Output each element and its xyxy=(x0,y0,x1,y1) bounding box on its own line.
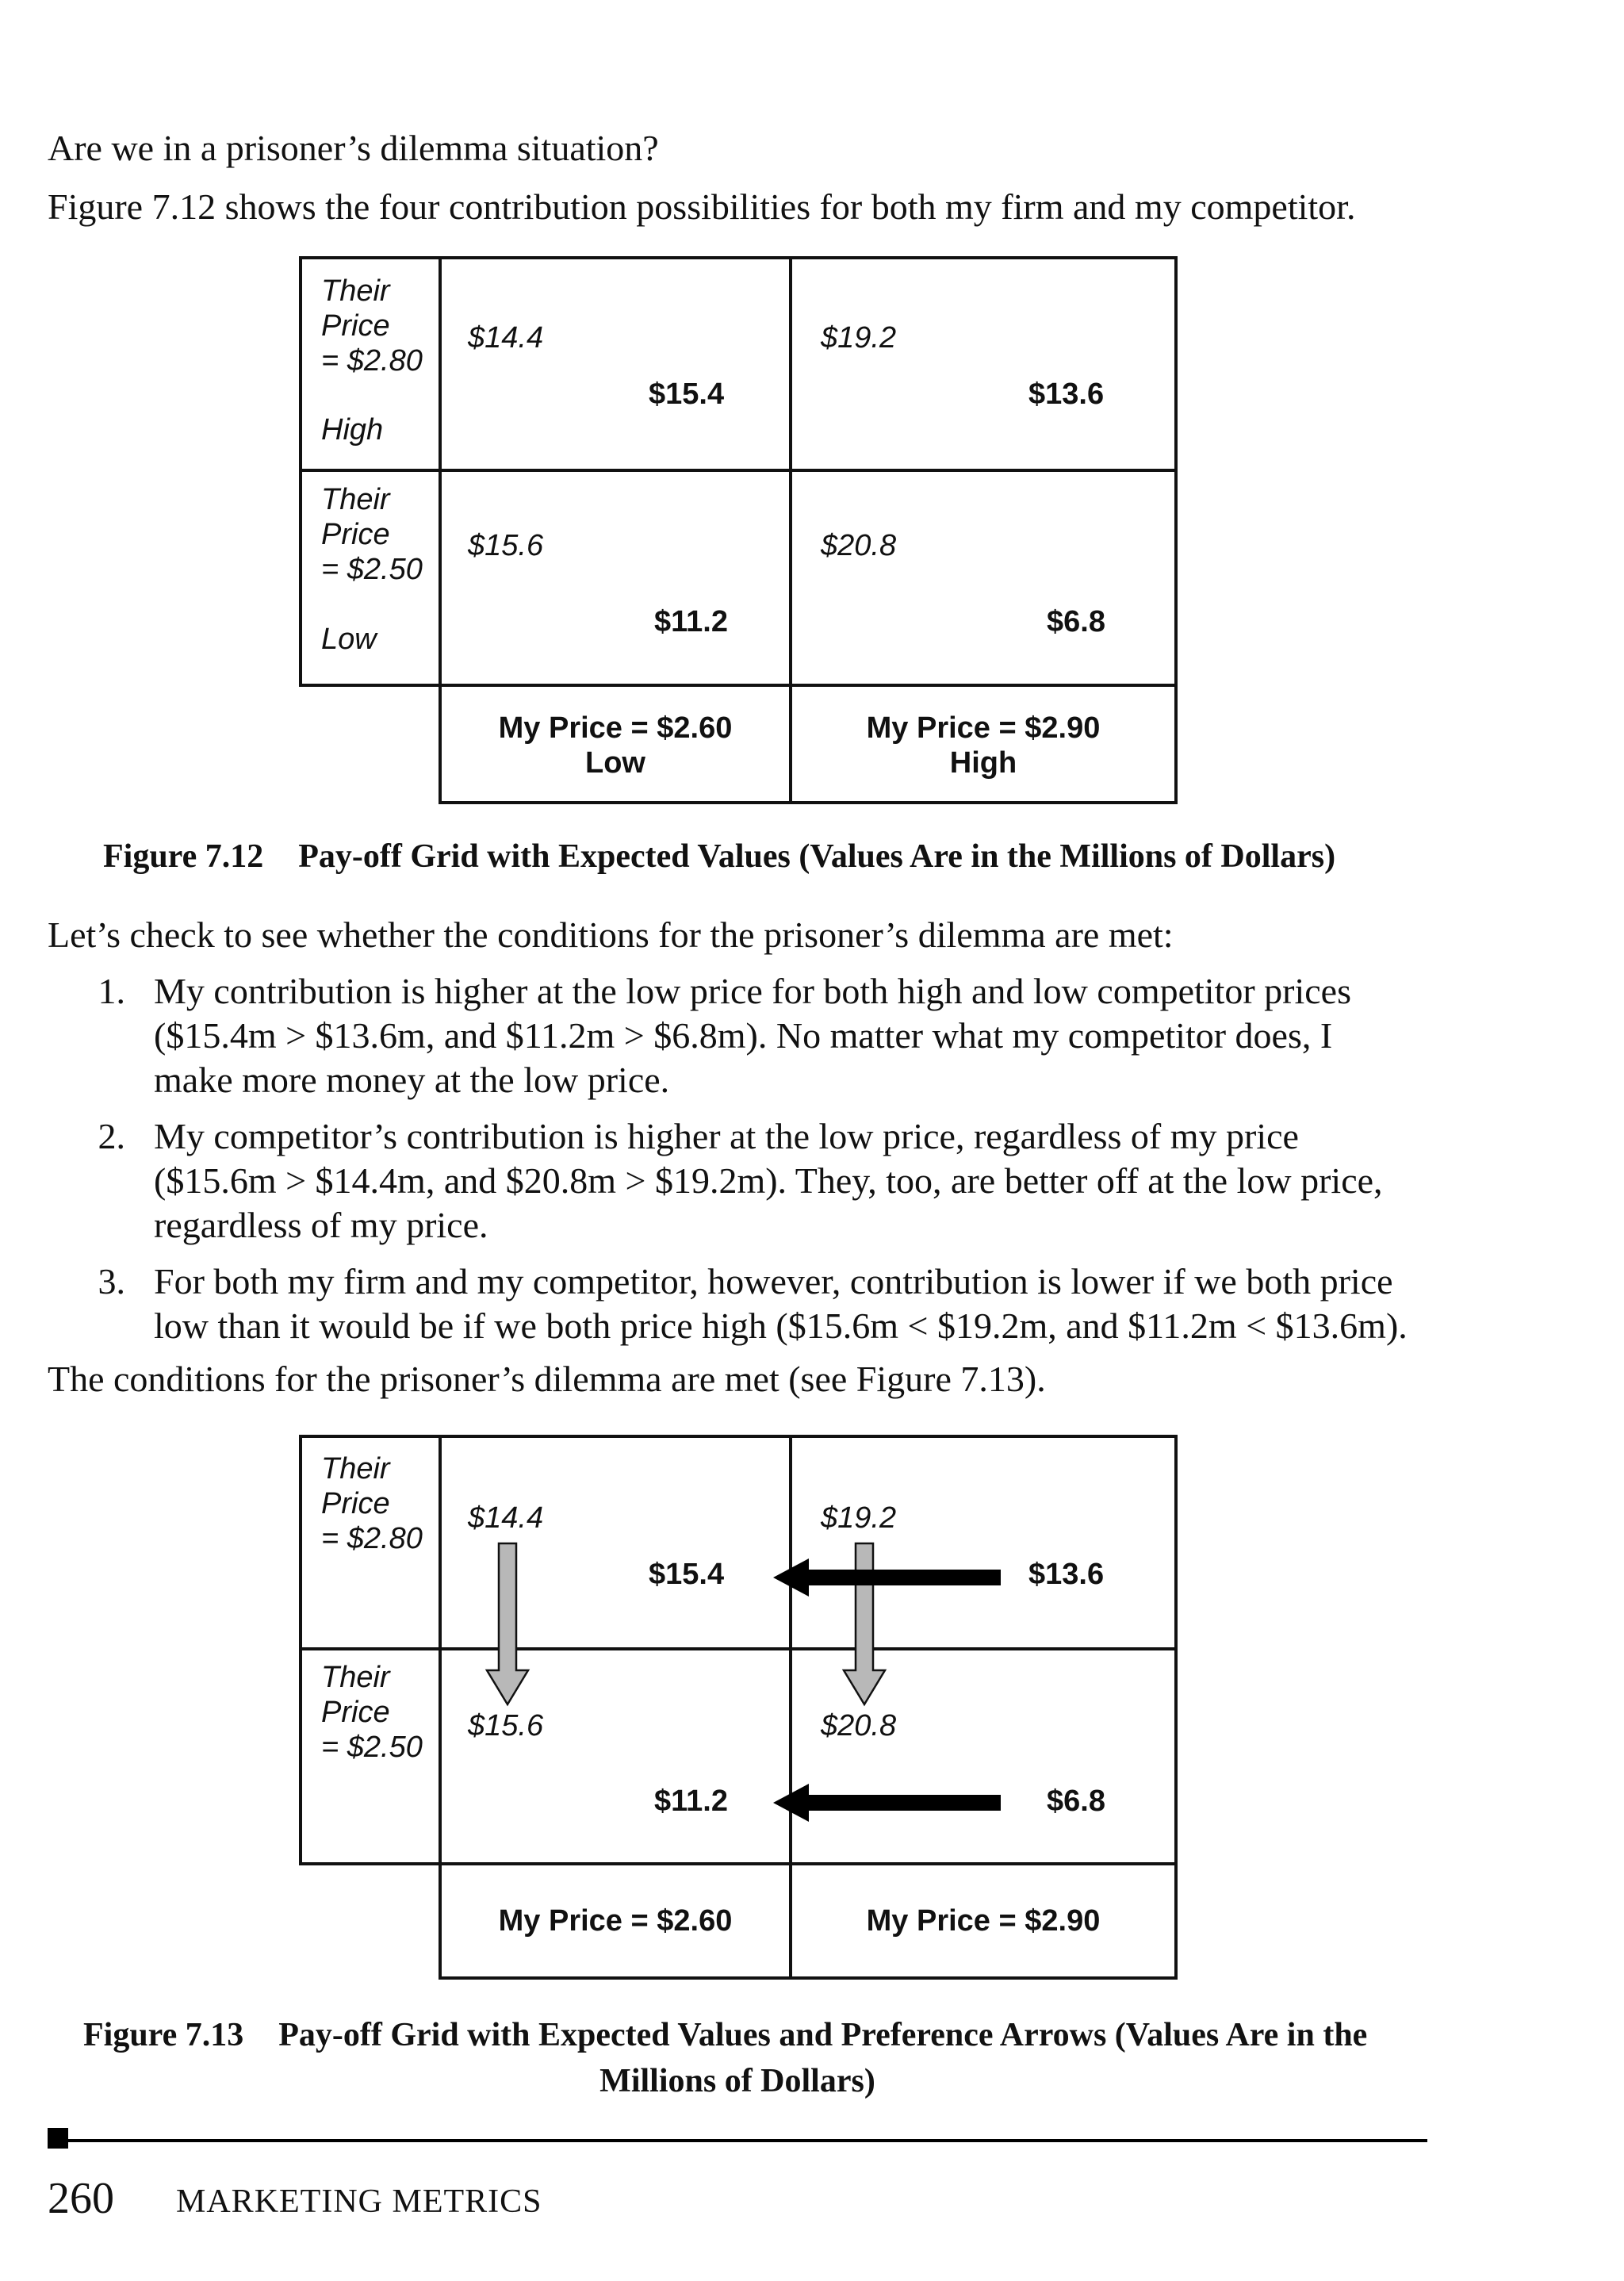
their-value: $14.4 xyxy=(468,321,544,355)
check-intro: Let’s check to see whether the conditions for the prisoner’s dilemma are met: xyxy=(48,914,1174,955)
cell-low-low xyxy=(439,1647,792,1865)
conclusion: The conditions for the prisoner’s dilemma are met (see Figure 7.13). xyxy=(48,1359,1046,1399)
cell-low-high xyxy=(789,469,1178,687)
my-value: $11.2 xyxy=(654,1785,728,1818)
cell-high-high xyxy=(789,1435,1178,1650)
row-high-label: Their Price = $2.80 xyxy=(321,274,423,378)
cell-high-low xyxy=(439,256,792,472)
their-value: $15.6 xyxy=(468,529,544,562)
their-value: $14.4 xyxy=(468,1501,544,1535)
my-value: $15.4 xyxy=(649,378,725,411)
cell-low-low xyxy=(439,469,792,687)
their-value: $20.8 xyxy=(821,529,897,562)
my-value: $6.8 xyxy=(1047,605,1105,638)
figure-7-12-caption xyxy=(103,838,1335,876)
col-low-label: My Price = $2.60 Low xyxy=(498,711,733,780)
page-number: 260 xyxy=(48,2174,114,2223)
my-value: $11.2 xyxy=(654,605,728,638)
row-low-label: Their Price = $2.50 xyxy=(321,1661,423,1764)
caption-number: Figure 7.12 xyxy=(103,838,264,875)
their-value: $20.8 xyxy=(821,1709,897,1742)
their-value: $19.2 xyxy=(821,321,897,355)
footer-marker xyxy=(48,2128,68,2149)
caption-text: Pay-off Grid with Expected Values and Preference Arrows (Values Are in the xyxy=(278,2017,1368,2053)
footer-rule xyxy=(48,2139,1427,2142)
figure-7-13-caption-line-2: Millions of Dollars) xyxy=(599,2063,875,2099)
running-title: MARKETING METRICS xyxy=(176,2183,542,2220)
row-high-level: High xyxy=(321,413,384,447)
col-low-label: My Price = $2.60 xyxy=(498,1904,733,1938)
their-value: $15.6 xyxy=(468,1709,544,1742)
caption-text: Pay-off Grid with Expected Values (Values Are in the Millions of Dollars) xyxy=(298,838,1336,875)
cell-high-low xyxy=(439,1435,792,1650)
row-high-label: Their Price = $2.80 xyxy=(321,1452,423,1555)
my-value: $6.8 xyxy=(1047,1785,1105,1818)
row-low-level: Low xyxy=(321,623,377,656)
row-low-label: Their Price = $2.50 xyxy=(321,483,423,586)
col-high-label: My Price = $2.90 High xyxy=(866,711,1101,780)
cell-low-high xyxy=(789,1647,1178,1865)
my-value: $13.6 xyxy=(1028,378,1105,411)
cell-high-high xyxy=(789,256,1178,472)
caption-number: Figure 7.13 xyxy=(83,2017,244,2053)
col-high-label: My Price = $2.90 xyxy=(866,1904,1101,1938)
their-value: $19.2 xyxy=(821,1501,897,1535)
figure-7-13-caption xyxy=(83,2016,1367,2054)
my-value: $13.6 xyxy=(1028,1558,1105,1591)
my-value: $15.4 xyxy=(649,1558,725,1591)
intro-line-1: Are we in a prisoner’s dilemma situation? xyxy=(48,128,659,168)
intro-line-2: Figure 7.12 shows the four contribution possibilities for both my firm and my competitor. xyxy=(48,186,1356,227)
